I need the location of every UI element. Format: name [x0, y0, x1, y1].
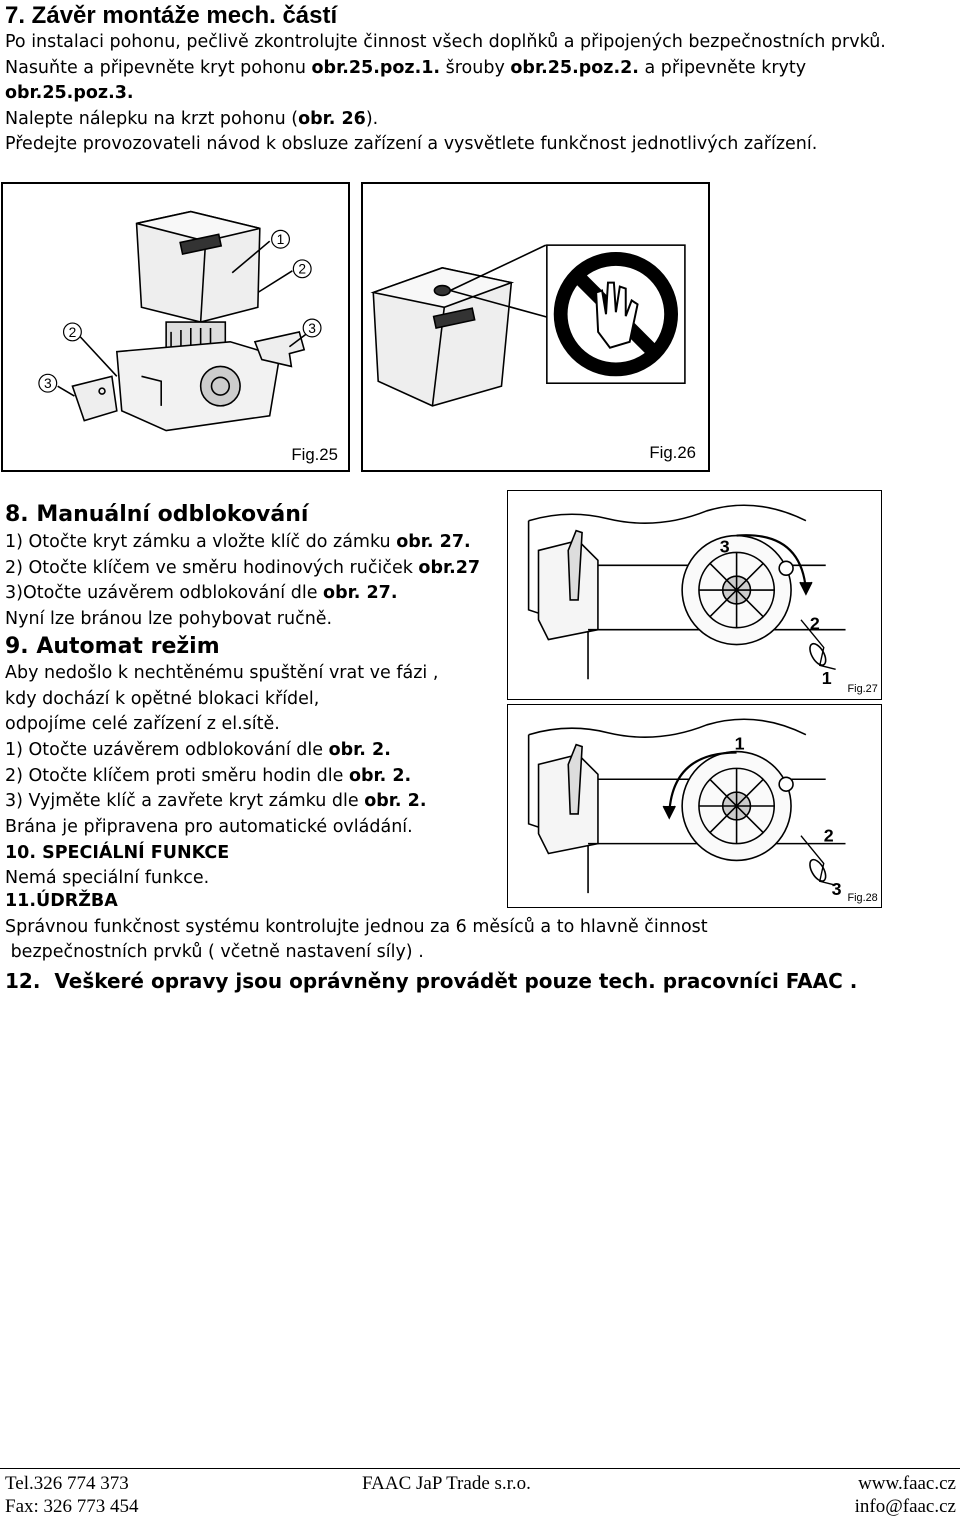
section-7-line-5: Předejte provozovateli návod k obsluze zařízení a vysvětlete funkčnost jednotlivých zařízení. [5, 134, 818, 154]
section-11-heading: 11.ÚDRŽBA [5, 891, 118, 911]
figure-reference: obr. 27. [396, 532, 471, 552]
section-9-paragraph-line: odpojíme celé zařízení z el.sítě. [5, 714, 280, 735]
footer-contact-right [855, 1472, 956, 1518]
figure-reference: obr. 27. [323, 583, 398, 604]
text-run: 2) Otočte klíčem ve směru hodinových ručiček [5, 557, 419, 578]
figure-reference: obr.25.poz.1. [311, 57, 441, 78]
section-12 [5, 966, 955, 996]
step-callout-1: 1 [821, 668, 832, 689]
step-callout-3: 3 [831, 879, 842, 900]
text-run: Nasuňte a připevněte kryt pohonu [5, 57, 312, 78]
figure-28 [507, 704, 882, 908]
text-run: 2) Otočte klíčem proti směru hodin dle [5, 765, 349, 786]
section-10-heading: 10. SPECIÁLNÍ FUNKCE [5, 842, 230, 863]
footer-divider [0, 1468, 960, 1469]
text-run: a připevněte kryty [638, 57, 807, 78]
callout-2: 2 [68, 324, 77, 340]
figure-27 [507, 490, 882, 700]
section-7-line-2 [5, 56, 955, 82]
section-9-heading: 9. Automat režim [5, 633, 220, 659]
figure-26 [361, 182, 710, 472]
section-12-number: 12. [5, 969, 41, 994]
footer-company: FAAC JaP Trade s.r.o. [362, 1473, 531, 1494]
section-8-step-2 [5, 556, 535, 582]
footer-contact-left [5, 1472, 139, 1518]
callout-1: 1 [276, 232, 285, 248]
step-callout-3: 3 [719, 536, 730, 557]
figure-reference: obr. 2. [328, 739, 391, 760]
section-10-text: Nemá speciální funkce. [5, 868, 210, 889]
text-run: 1) Otočte uzávěrem odblokování dle [5, 739, 329, 760]
section-8-heading: 8. Manuální odblokování [5, 502, 309, 527]
section-7-line-3 [5, 81, 955, 107]
figure-27-label: Fig.27 [847, 683, 878, 696]
figure-reference: obr. 2. [348, 765, 412, 786]
section-9-ready: Brána je připravena pro automatické ovládání. [5, 817, 413, 838]
motor-assembly-illustration [3, 184, 348, 470]
text-run: Nalepte nálepku na krzt pohonu ( [5, 108, 299, 129]
section-7-heading: 7. Závěr montáže mech. částí [5, 2, 338, 29]
section-8-step-3 [5, 581, 535, 607]
section-7-line-4 [5, 107, 955, 133]
lock-counterclockwise-illustration [508, 705, 881, 907]
maintenance-section [5, 889, 955, 996]
figure-reference: obr.25.poz.3. [5, 83, 134, 103]
section-9-step-3 [5, 789, 535, 815]
text-run: 3) Vyjměte klíč a zavřete kryt zámku dle [5, 791, 365, 812]
section-11-line-1: Správnou funkčnost systému kontrolujte jednou za 6 měsíců a to hlavně činnost [5, 916, 708, 937]
figure-25-label: Fig.25 [291, 445, 338, 465]
sticker-illustration [363, 184, 708, 470]
section-9-paragraph-line: Aby nedošlo k nechtěnému spuštění vrat ve fázi , [5, 662, 439, 683]
section-8-step-1 [5, 530, 535, 556]
figure-reference: obr.27 [418, 557, 481, 578]
unlock-clockwise-illustration [508, 491, 881, 699]
figure-reference: obr. 2. [364, 791, 427, 812]
text-run: ). [365, 108, 379, 129]
callout-3: 3 [43, 376, 52, 392]
step-callout-2: 2 [809, 613, 820, 634]
step-callout-2: 2 [823, 825, 834, 846]
section-12-text: Veškeré opravy jsou oprávněny provádět pouze tech. pracovníci FAAC . [54, 969, 858, 994]
section-7-line-1: Po instalaci pohonu, pečlivě zkontrolujte činnost všech doplňků a připojených bezpečnostních prvků. [5, 32, 886, 52]
section-9-step-1 [5, 738, 535, 764]
footer-phone: Tel.326 774 373 [5, 1473, 129, 1494]
section-11-line-2: bezpečnostních prvků ( včetně nastavení síly) . [5, 942, 424, 963]
footer-email-link[interactable]: info@faac.cz [854, 1496, 956, 1517]
footer-fax: Fax: 326 773 454 [5, 1496, 139, 1517]
section-9-step-2 [5, 764, 535, 790]
section-7 [5, 2, 955, 158]
instructions-column [5, 500, 535, 892]
figure-28-label: Fig.28 [847, 892, 878, 905]
text-run: 3)Otočte uzávěrem odblokování dle [5, 583, 324, 604]
section-8-note: Nyní lze bránou lze pohybovat ručně. [5, 609, 333, 630]
footer-website-link[interactable]: www.faac.cz [858, 1473, 956, 1494]
step-callout-1: 1 [734, 733, 745, 754]
text-run: 1) Otočte kryt zámku a vložte klíč do zámku [5, 532, 397, 552]
section-9-paragraph-line: kdy dochází k opětné blokaci křídel, [5, 688, 320, 709]
callout-2: 2 [298, 261, 307, 277]
figure-25 [1, 182, 350, 472]
text-run: šrouby [440, 57, 511, 78]
figure-reference: obr. 26 [298, 108, 366, 129]
figure-26-label: Fig.26 [649, 443, 696, 463]
callout-3: 3 [308, 320, 316, 336]
figure-reference: obr.25.poz.2. [510, 57, 639, 78]
